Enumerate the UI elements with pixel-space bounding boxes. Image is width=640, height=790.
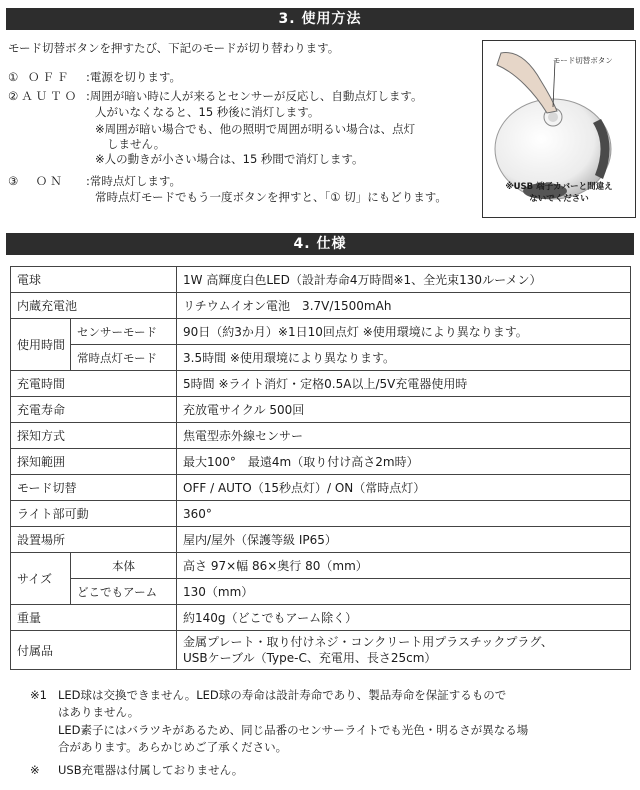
table-row	[11, 501, 631, 527]
spec-value: 3.5時間 ※使用環境により異なります。	[177, 345, 631, 371]
table-row	[11, 475, 631, 501]
table-row	[11, 449, 631, 475]
spec-subkey: センサーモード	[71, 319, 177, 345]
note-1-mark: ※1	[30, 688, 47, 702]
table-row	[11, 579, 631, 605]
spec-subkey: 本体	[71, 553, 177, 579]
mode-auto-desc-2: 人がいなくなると、15 秒後に消灯します。	[95, 105, 320, 119]
spec-key: 充電時間	[11, 371, 177, 397]
spec-subkey: どこでもアーム	[71, 579, 177, 605]
spec-subkey: 常時点灯モード	[71, 345, 177, 371]
mode-auto-desc-4: しません。	[107, 137, 166, 151]
spec-key: 使用時間	[11, 319, 71, 371]
spec-key: 付属品	[11, 631, 177, 670]
mode-on-desc-2: 常時点灯モードでもう一度ボタンを押すと、「① 切」にもどります。	[95, 190, 447, 204]
spec-key: 電球	[11, 267, 177, 293]
usb-warning-line-2: ないでください	[529, 194, 589, 204]
product-figure	[482, 40, 636, 218]
table-row	[11, 397, 631, 423]
note-1-line-2: はありません。	[58, 705, 140, 719]
table-row	[11, 267, 631, 293]
spec-value: リチウムイオン電池 3.7V/1500mAh	[177, 293, 631, 319]
table-row	[11, 605, 631, 631]
table-row	[11, 319, 631, 345]
table-row	[11, 345, 631, 371]
usb-warning-line-1: ※USB 端子カバーと間違え	[505, 182, 613, 192]
spec-value: 最大100° 最遠4m（取り付け高さ2m時）	[177, 449, 631, 475]
spec-key: サイズ	[11, 553, 71, 605]
accessories-line-2: USBケーブル（Type-C、充電用、長さ25cm）	[183, 651, 437, 665]
mode-on-label: ③ ＯＮ	[8, 174, 65, 188]
mode-off-desc: :電源を切ります。	[86, 70, 181, 84]
note-1-line-4: 合があります。あらかじめご了承ください。	[58, 740, 288, 754]
spec-key: 充電寿命	[11, 397, 177, 423]
spec-key: 探知範囲	[11, 449, 177, 475]
note-2-mark: ※	[30, 763, 40, 777]
mode-button-caption: モード切替ボタン	[553, 56, 613, 65]
intro-text: モード切替ボタンを押すたび、下記のモードが切り替わります。	[8, 41, 340, 55]
table-row	[11, 631, 631, 670]
spec-table	[10, 266, 631, 670]
mode-on-desc-1: :常時点灯します。	[86, 174, 181, 188]
note-1-line-3: LED素子にはバラツキがあるため、同じ品番のセンサーライトでも光色・明るさが異なる場	[58, 723, 529, 737]
spec-key: 内蔵充電池	[11, 293, 177, 319]
section-3-header	[6, 8, 634, 30]
spec-value: 5時間 ※ライト消灯・定格0.5A以上/5V充電器使用時	[177, 371, 631, 397]
mode-auto-desc-1: :周囲が暗い時に人が来るとセンサーが反応し、自動点灯します。	[86, 89, 423, 103]
mode-auto-desc-3: ※周囲が暗い場合でも、他の照明で周囲が明るい場合は、点灯	[95, 122, 416, 136]
usb-warning-caption	[485, 181, 633, 205]
spec-value: 充放電サイクル 500回	[177, 397, 631, 423]
spec-key: 設置場所	[11, 527, 177, 553]
spec-value: 焦電型赤外線センサー	[177, 423, 631, 449]
spec-value: 130（mm）	[177, 579, 631, 605]
accessories-line-1: 金属プレート・取り付けネジ・コンクリート用プラスチックプラグ、	[183, 635, 553, 649]
spec-value: 90日（約3か月）※1日10回点灯 ※使用環境により異なります。	[177, 319, 631, 345]
spec-key: 探知方式	[11, 423, 177, 449]
spec-value: 約140g（どこでもアーム除く）	[177, 605, 631, 631]
spec-key: モード切替	[11, 475, 177, 501]
mode-off-label: ① ＯＦＦ	[8, 70, 72, 84]
spec-value: 1W 高輝度白色LED（設計寿命4万時間※1、全光束130ルーメン）	[177, 267, 631, 293]
table-row	[11, 371, 631, 397]
table-row	[11, 293, 631, 319]
section-3-title: 3. 使用方法	[278, 11, 362, 27]
spec-value: 360°	[177, 501, 631, 527]
note-1-line-1: LED球は交換できません。LED球の寿命は設計寿命であり、製品寿命を保証するもので	[58, 688, 507, 702]
spec-value: 屋内/屋外（保護等級 IP65）	[177, 527, 631, 553]
mode-auto-desc-5: ※人の動きが小さい場合は、15 秒間で消灯します。	[95, 152, 364, 166]
section-4-title: 4. 仕様	[293, 236, 347, 252]
section-4-header	[6, 233, 634, 255]
spec-value	[177, 631, 631, 670]
mode-auto-label: ②ＡＵＴＯ	[8, 89, 80, 103]
spec-key: 重量	[11, 605, 177, 631]
table-row	[11, 527, 631, 553]
spec-key: ライト部可動	[11, 501, 177, 527]
spec-value: 高さ 97×幅 86×奥行 80（mm）	[177, 553, 631, 579]
spec-value: OFF / AUTO（15秒点灯）/ ON（常時点灯）	[177, 475, 631, 501]
table-row	[11, 423, 631, 449]
table-row	[11, 553, 631, 579]
note-2-text: USB充電器は付属しておりません。	[58, 763, 244, 777]
